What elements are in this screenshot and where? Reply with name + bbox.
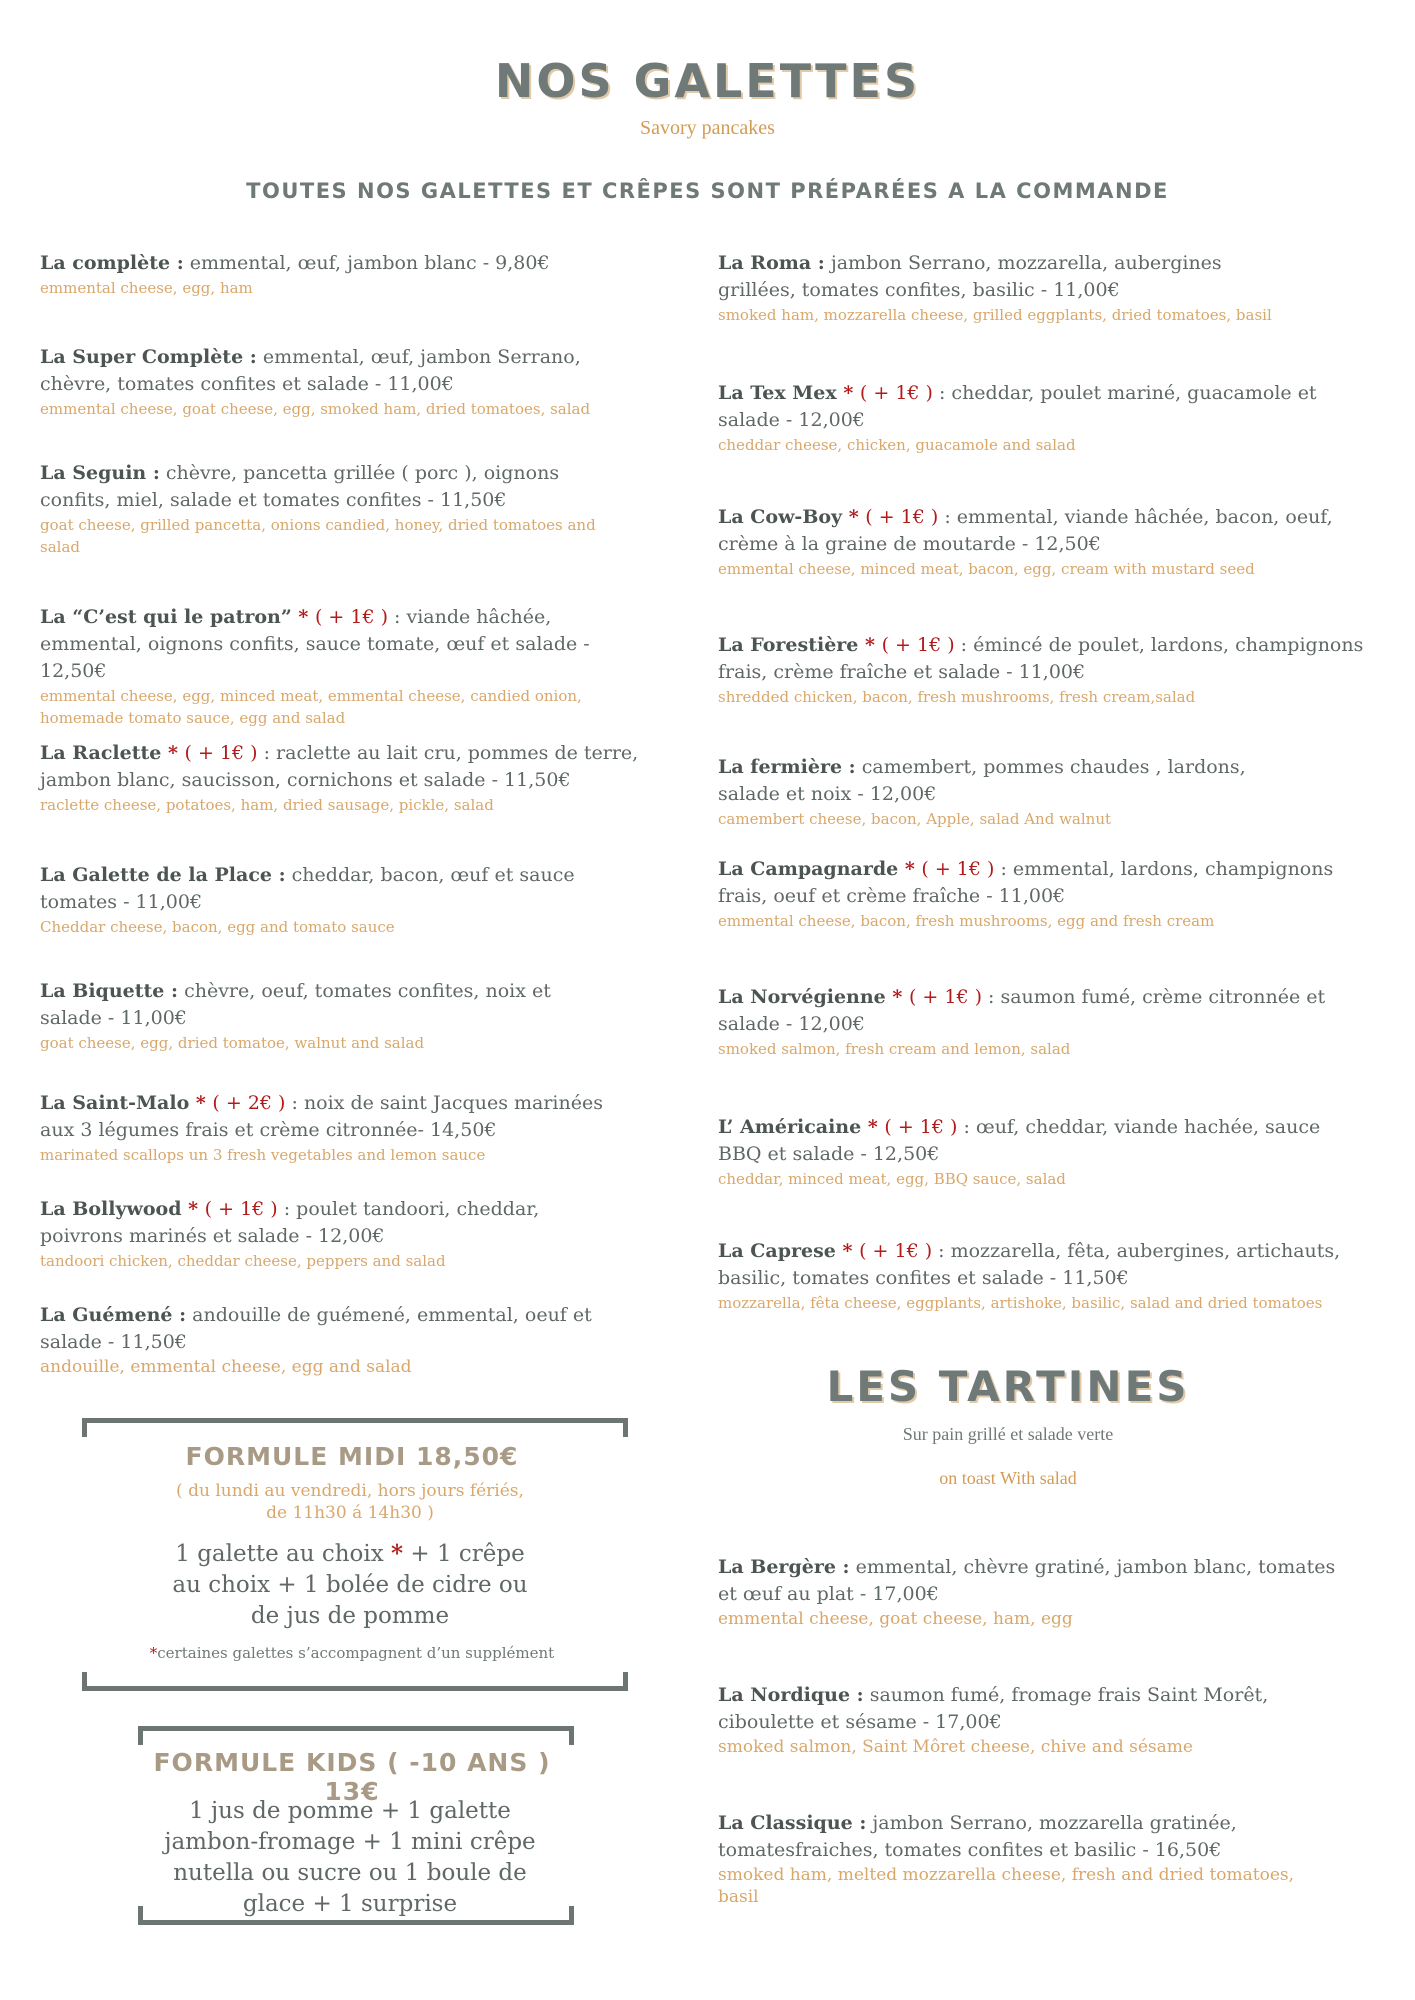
item-description: jambon Serrano, mozzarella, aubergines grillées, tomates confites, basilic - 11,00€ [718, 252, 1222, 301]
item-description: : mozzarella, fêta, aubergines, artichauts, basilic, tomates confites et salade - 11,50€ [718, 1240, 1341, 1289]
formule-midi-content-part: 1 galette au choix [175, 1541, 392, 1567]
item-description: : raclette au lait cru, pommes de terre, jambon blanc, saucisson, cornichons et salade - 11,50€ [40, 742, 639, 791]
item-name: La fermière : [718, 756, 856, 778]
item-english: Cheddar cheese, bacon, egg and tomato sauce [40, 918, 395, 936]
tartines-title: LES TARTINES [826, 1362, 1190, 1411]
item-supplement: ( + 2€ ) [212, 1092, 286, 1114]
box-bottom-bracket [138, 1906, 574, 1925]
item-english: goat cheese, egg, dried tomatoe, walnut and salad [40, 1034, 425, 1052]
item-supplement: ( + 1€ ) [859, 382, 933, 404]
preparation-notice: TOUTES NOS GALETTES ET CRÊPES SONT PRÉPARÉES A LA COMMANDE [246, 179, 1169, 203]
item-name: La Galette de la Place : [40, 864, 286, 886]
item-name: La Nordique : [718, 1684, 864, 1706]
item-supplement: ( + 1€ ) [908, 986, 982, 1008]
item-description: emmental, œuf, jambon blanc - 9,80€ [183, 252, 550, 274]
item-description: emmental, chèvre gratiné, jambon blanc, tomates et œuf au plat - 17,00€ [718, 1556, 1336, 1605]
menu-item [40, 978, 560, 1054]
item-english: emmental cheese, bacon, fresh mushrooms, egg and fresh cream [718, 912, 1215, 930]
formule-kids-content: 1 jus de pomme + 1 galette jambon-fromage + 1 mini crêpe nutella ou sucre ou 1 boule de glace + 1 surprise [164, 1798, 536, 1917]
menu-item [718, 754, 1278, 830]
item-name: La Super Complète : [40, 346, 257, 368]
menu-item [40, 604, 630, 729]
item-supplement: ( + 1€ ) [184, 742, 258, 764]
item-description: camembert, pommes chaudes , lardons, salade et noix - 12,00€ [718, 756, 1246, 805]
menu-item [40, 1196, 550, 1272]
item-english: raclette cheese, potatoes, ham, dried sausage, pickle, salad [40, 796, 494, 814]
formule-midi-title: FORMULE MIDI 18,50€ [185, 1442, 519, 1471]
menu-item [40, 1090, 610, 1166]
menu-item [718, 380, 1338, 456]
item-star: * [842, 506, 866, 528]
supplement-star: * [391, 1540, 404, 1567]
item-english: marinated scallops un 3 fresh vegetables and lemon sauce [40, 1146, 486, 1164]
item-english: shredded chicken, bacon, fresh mushrooms, fresh cream,salad [718, 688, 1196, 706]
menu-item [40, 740, 640, 816]
item-name: La Bergère : [718, 1556, 850, 1578]
item-supplement: ( + 1€ ) [884, 1116, 958, 1138]
item-name: La Norvégienne [718, 986, 886, 1008]
item-name: La Seguin : [40, 462, 160, 484]
menu-item [718, 1114, 1348, 1190]
item-english: camembert cheese, bacon, Apple, salad And walnut [718, 810, 1112, 828]
item-description: chèvre, pancetta grillée ( porc ), oignons confits, miel, salade et tomates confites - 11,50€ [40, 462, 560, 511]
item-name: L’ Américaine [718, 1116, 862, 1138]
menu-item [718, 984, 1348, 1060]
item-name: La Campagnarde [718, 858, 899, 880]
item-name: La Forestière [718, 634, 859, 656]
item-star: * [189, 1092, 213, 1114]
item-supplement: ( + 1€ ) [859, 1240, 939, 1262]
item-supplement: ( + 1€ ) [881, 634, 955, 656]
item-name: La Biquette : [40, 980, 179, 1002]
tartines-subtitle-english: on toast With salad [939, 1468, 1077, 1488]
item-star: * [836, 382, 860, 404]
formule-midi-content-part: + 1 crêpe au choix + 1 bolée de cidre ou de jus de pomme [172, 1541, 528, 1629]
item-supplement: ( + 1€ ) [314, 606, 388, 628]
item-english: emmental cheese, goat cheese, ham, egg [718, 1609, 1073, 1629]
item-description: : viande hâchée, emmental, oignons confits, sauce tomate, œuf et salade - 12,50€ [40, 606, 590, 682]
box-top-bracket [82, 1418, 628, 1437]
item-description: chèvre, oeuf, tomates confites, noix et salade - 11,00€ [40, 980, 551, 1029]
item-description: : emmental, viande hâchée, bacon, oeuf, crème à la graine de moutarde - 12,50€ [718, 506, 1333, 555]
item-description: : saumon fumé, crème citronnée et salade - 12,00€ [718, 986, 1326, 1035]
item-description: jambon Serrano, mozzarella gratinée, tomatesfraiches, tomates confites et basilic - 16,50€ [718, 1812, 1237, 1861]
item-english: smoked ham, melted mozzarella cheese, fresh and dried tomatoes, basil [718, 1865, 1295, 1907]
item-english: mozzarella, fêta cheese, eggplants, artishoke, basilic, salad and dried tomatoes [718, 1294, 1323, 1312]
menu-item [718, 1238, 1378, 1314]
page-subtitle: Savory pancakes [640, 117, 775, 139]
page-title: NOS GALETTES [494, 54, 921, 108]
item-supplement: ( + 1€ ) [921, 858, 995, 880]
item-description: : poulet tandoori, cheddar, poivrons marinés et salade - 12,00€ [40, 1198, 540, 1247]
item-name: La Cow-Boy [718, 506, 843, 528]
menu-item [40, 862, 580, 938]
item-name: La “C’est qui le patron” [40, 606, 292, 628]
box-bottom-bracket [82, 1672, 628, 1691]
item-star: * [835, 1240, 860, 1262]
item-english: smoked ham, mozzarella cheese, grilled eggplants, dried tomatoes, basil [718, 306, 1272, 324]
item-english: smoked salmon, Saint Môret cheese, chive and sésame [718, 1737, 1193, 1757]
item-name: La Bollywood [40, 1198, 182, 1220]
menu-item [40, 1302, 600, 1378]
menu-item [718, 632, 1378, 708]
item-star: * [161, 742, 185, 764]
item-description: saumon fumé, fromage frais Saint Morêt, ciboulette et sésame - 17,00€ [718, 1684, 1269, 1733]
item-english: emmental cheese, egg, minced meat, emmental cheese, candied onion, homemade tomato sauce, egg and salad [40, 687, 582, 727]
item-english: smoked salmon, fresh cream and lemon, salad [718, 1040, 1071, 1058]
menu-item [718, 250, 1298, 326]
item-star: * [885, 986, 909, 1008]
menu-item [718, 1554, 1338, 1630]
item-english: goat cheese, grilled pancetta, onions candied, honey, dried tomatoes and salad [40, 516, 596, 556]
formule-midi-schedule: ( du lundi au vendredi, hors jours fériés, de 11h30 á 14h30 ) [176, 1481, 524, 1523]
item-name: La Caprese [718, 1240, 836, 1262]
item-description: cheddar, bacon, œuf et sauce tomates - 11,00€ [40, 864, 575, 913]
item-english: cheddar, minced meat, egg, BBQ sauce, salad [718, 1170, 1066, 1188]
item-supplement: ( + 1€ ) [865, 506, 939, 528]
menu-item [40, 250, 580, 299]
menu-item [40, 460, 600, 558]
supplement-note-text: certaines galettes s’accompagnent d’un supplément [157, 1644, 555, 1662]
item-name: La Guémené : [40, 1304, 187, 1326]
item-name: La Saint-Malo [40, 1092, 190, 1114]
item-english: tandoori chicken, cheddar cheese, peppers and salad [40, 1252, 446, 1270]
supplement-star: * [149, 1644, 158, 1662]
item-english: emmental cheese, goat cheese, egg, smoked ham, dried tomatoes, salad [40, 400, 591, 418]
menu-item [718, 1810, 1308, 1908]
tartines-subtitle: Sur pain grillé et salade verte [902, 1424, 1114, 1444]
item-name: La Roma : [718, 252, 825, 274]
item-description: : emmental, lardons, champignons frais, oeuf et crème fraîche - 11,00€ [718, 858, 1334, 907]
menu-item [718, 1682, 1318, 1758]
item-description: : noix de saint Jacques marinées aux 3 légumes frais et crème citronnée- 14,50€ [40, 1092, 603, 1141]
item-star: * [291, 606, 315, 628]
item-star: * [858, 634, 882, 656]
item-description: : émincé de poulet, lardons, champignons frais, crème fraîche et salade - 11,00€ [718, 634, 1364, 683]
supplement-note [82, 1644, 622, 1662]
item-description: andouille de guémené, emmental, oeuf et salade - 11,50€ [40, 1304, 592, 1353]
item-name: La Classique : [718, 1812, 867, 1834]
item-supplement: ( + 1€ ) [204, 1198, 278, 1220]
item-description: emmental, œuf, jambon Serrano, chèvre, tomates confites et salade - 11,00€ [40, 346, 581, 395]
formule-kids-title: FORMULE KIDS ( -10 ANS ) 13€ [153, 1748, 551, 1806]
item-english: andouille, emmental cheese, egg and salad [40, 1357, 412, 1377]
formule-midi-content [160, 1538, 540, 1632]
item-english: emmental cheese, egg, ham [40, 279, 253, 297]
box-top-bracket [138, 1726, 574, 1745]
item-name: La complète : [40, 252, 184, 274]
menu-item [718, 504, 1338, 580]
item-name: La Raclette [40, 742, 162, 764]
item-star: * [898, 858, 922, 880]
item-english: cheddar cheese, chicken, guacamole and salad [718, 436, 1076, 454]
item-description: : cheddar, poulet mariné, guacamole et salade - 12,00€ [718, 382, 1317, 431]
menu-item [40, 344, 600, 420]
item-name: La Tex Mex [718, 382, 837, 404]
item-english: emmental cheese, minced meat, bacon, egg, cream with mustard seed [718, 560, 1255, 578]
item-description: : œuf, cheddar, viande hachée, sauce BBQ et salade - 12,50€ [718, 1116, 1321, 1165]
item-star: * [181, 1198, 205, 1220]
item-star: * [861, 1116, 885, 1138]
menu-item [718, 856, 1358, 932]
